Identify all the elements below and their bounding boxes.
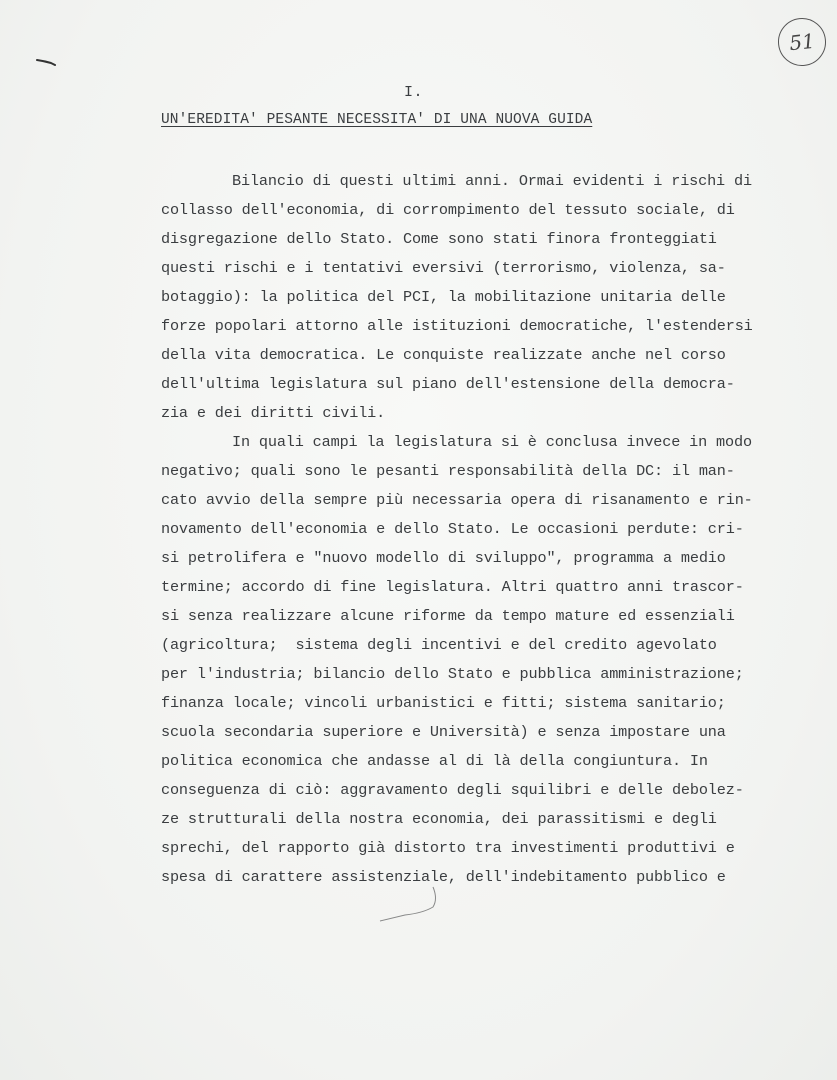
body-text (161, 167, 837, 892)
text-line: cato avvio della sempre più necessaria opera di risanamento e rin- (161, 491, 753, 509)
text-line: ze strutturali della nostra economia, dei parassitismi e degli (161, 810, 717, 828)
text-line: disgregazione dello Stato. Come sono stati finora fronteggiati (161, 230, 717, 248)
text-line: termine; accordo di fine legislatura. Altri quattro anni trascor- (161, 578, 744, 596)
text-line: sprechi, del rapporto già distorto tra investimenti produttivi e (161, 839, 735, 857)
text-line: si petrolifera e "nuovo modello di sviluppo", programma a medio (161, 549, 726, 567)
text-line: della vita democratica. Le conquiste realizzate anche nel corso (161, 346, 726, 364)
text-line: forze popolari attorno alle istituzioni democratiche, l'estendersi (161, 317, 753, 335)
text-line: scuola secondaria superiore e Università) e senza impostare una (161, 723, 726, 741)
text-line: zia e dei diritti civili. (161, 404, 386, 422)
ink-mark-icon (36, 58, 56, 66)
text-line: botaggio): la politica del PCI, la mobilitazione unitaria delle (161, 288, 726, 306)
text-line: politica economica che andasse al di là della congiuntura. In (161, 752, 708, 770)
text-line: per l'industria; bilancio dello Stato e pubblica amministrazione; (161, 665, 744, 683)
text-line: Bilancio di questi ultimi anni. Ormai evidenti i rischi di (232, 172, 752, 190)
page-number-text: 51 (788, 28, 816, 56)
section-title: UN'EREDITA' PESANTE NECESSITA' DI UNA NUOVA GUIDA (161, 112, 593, 128)
text-line: conseguenza di ciò: aggravamento degli squilibri e delle debolez- (161, 781, 744, 799)
text-line: si senza realizzare alcune riforme da tempo mature ed essenziali (161, 607, 735, 625)
handwritten-page-number (776, 16, 829, 69)
pen-stroke-icon (375, 885, 455, 925)
text-line: dell'ultima legislatura sul piano dell'estensione della democra- (161, 375, 735, 393)
text-line: spesa di carattere assistenziale, dell'indebitamento pubblico e (161, 868, 726, 886)
text-line: (agricoltura; sistema degli incentivi e del credito agevolato (161, 636, 717, 654)
text-line: finanza locale; vincoli urbanistici e fitti; sistema sanitario; (161, 694, 726, 712)
text-line: collasso dell'economia, di corrompimento del tessuto sociale, di (161, 201, 735, 219)
text-line: In quali campi la legislatura si è conclusa invece in modo (232, 433, 752, 451)
text-line: novamento dell'economia e dello Stato. Le occasioni perdute: cri- (161, 520, 744, 538)
text-line: negativo; quali sono le pesanti responsabilità della DC: il man- (161, 462, 735, 480)
text-line: questi rischi e i tentativi eversivi (terrorismo, violenza, sa- (161, 259, 726, 277)
section-number: I. (404, 84, 424, 101)
